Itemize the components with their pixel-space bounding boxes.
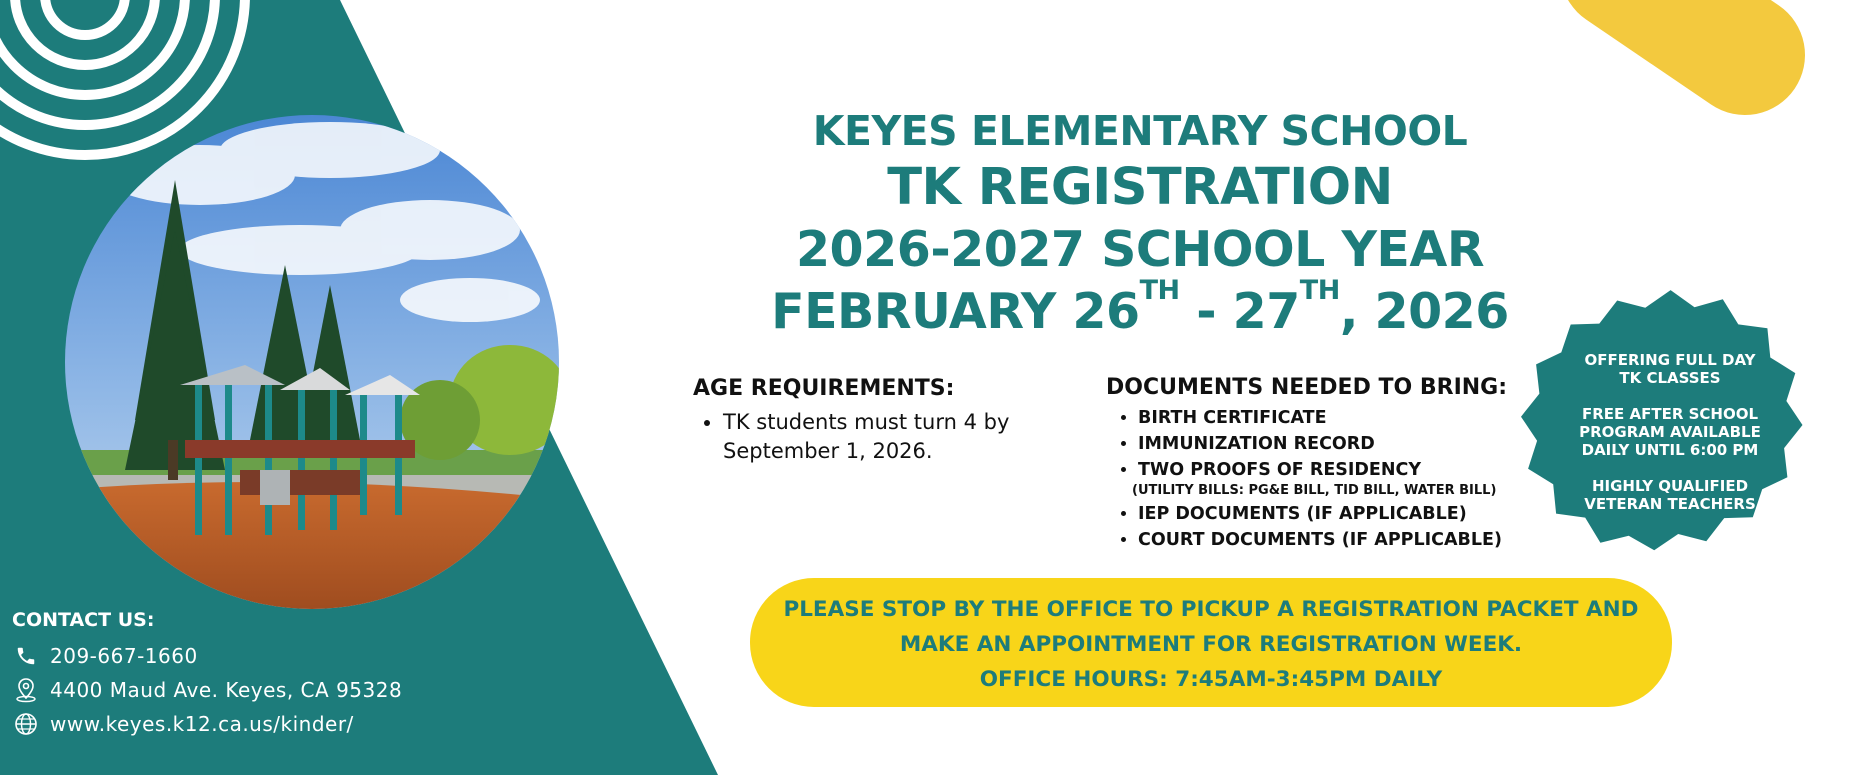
date-sup-2: TH xyxy=(1299,275,1340,306)
office-hours: OFFICE HOURS: 7:45AM-3:45PM DAILY xyxy=(979,667,1443,692)
badge-block-after-school xyxy=(1560,405,1780,459)
badge-line: HIGHLY QUALIFIED xyxy=(1591,477,1749,495)
contact-phone-row xyxy=(12,639,512,673)
residency-note: (UTILITY BILLS: PG&E BILL, TID BILL, WATER BILL) xyxy=(1132,483,1497,498)
phone-icon xyxy=(12,642,40,670)
badge-text xyxy=(1560,351,1780,513)
document-label: IMMUNIZATION RECORD xyxy=(1138,434,1375,454)
contact-title: CONTACT US: xyxy=(12,609,155,631)
notice-line-1: PLEASE STOP BY THE OFFICE TO PICKUP A REGISTRATION PACKET AND xyxy=(783,597,1639,622)
badge-line: DAILY UNTIL 6:00 PM xyxy=(1581,441,1759,459)
list-item: • TK students must turn 4 by September 1, 2026. xyxy=(723,408,1073,466)
badge-block-full-day xyxy=(1560,351,1780,387)
documents-section xyxy=(1106,375,1546,553)
yellow-corner-decoration xyxy=(1620,0,1745,55)
age-requirements-section xyxy=(693,376,1073,466)
program-title: TK REGISTRATION xyxy=(887,158,1393,217)
date-part-2: - 27 xyxy=(1179,283,1300,340)
badge-line: FREE AFTER SCHOOL xyxy=(1581,405,1759,423)
badge-line: TK CLASSES xyxy=(1619,369,1721,387)
school-year: 2026-2027 SCHOOL YEAR xyxy=(795,221,1485,278)
notice-line-2: MAKE AN APPOINTMENT FOR REGISTRATION WEEK. xyxy=(899,632,1523,657)
globe-icon xyxy=(12,710,40,738)
list-item xyxy=(1138,501,1546,527)
date-part-1: FEBRUARY 26 xyxy=(771,283,1140,340)
location-pin-icon xyxy=(12,676,40,704)
badge-line: PROGRAM AVAILABLE xyxy=(1579,423,1761,441)
document-label: COURT DOCUMENTS (IF APPLICABLE) xyxy=(1138,530,1502,550)
contact-address-row xyxy=(12,673,512,707)
age-requirements-heading: AGE REQUIREMENTS: xyxy=(693,376,955,401)
document-label: TWO PROOFS OF RESIDENCY xyxy=(1138,460,1422,480)
contact-website-row xyxy=(12,707,512,741)
title-block xyxy=(760,105,1520,343)
badge-line: OFFERING FULL DAY xyxy=(1584,351,1756,369)
badge-block-teachers xyxy=(1560,477,1780,513)
list-item xyxy=(1138,527,1546,553)
list-item xyxy=(1138,405,1546,431)
school-name: KEYES ELEMENTARY SCHOOL xyxy=(812,107,1468,155)
website-link[interactable]: www.keyes.k12.ca.us/kinder/ xyxy=(50,712,354,736)
list-item xyxy=(1138,431,1546,457)
documents-heading: DOCUMENTS NEEDED TO BRING: xyxy=(1106,375,1508,400)
date-sup-1: TH xyxy=(1139,275,1180,306)
address: 4400 Maud Ave. Keyes, CA 95328 xyxy=(50,678,403,702)
list-item xyxy=(1132,457,1546,501)
contact-section xyxy=(12,607,512,741)
phone-number: 209-667-1660 xyxy=(50,644,198,668)
document-label: IEP DOCUMENTS (IF APPLICABLE) xyxy=(1138,504,1467,524)
date-part-3: , 2026 xyxy=(1339,283,1509,340)
document-label: BIRTH CERTIFICATE xyxy=(1138,408,1327,428)
age-requirements-list xyxy=(693,408,1073,466)
registration-dates xyxy=(760,275,1520,343)
documents-list xyxy=(1106,405,1546,553)
office-notice-banner xyxy=(750,578,1672,707)
badge-line: VETERAN TEACHERS xyxy=(1584,495,1756,513)
